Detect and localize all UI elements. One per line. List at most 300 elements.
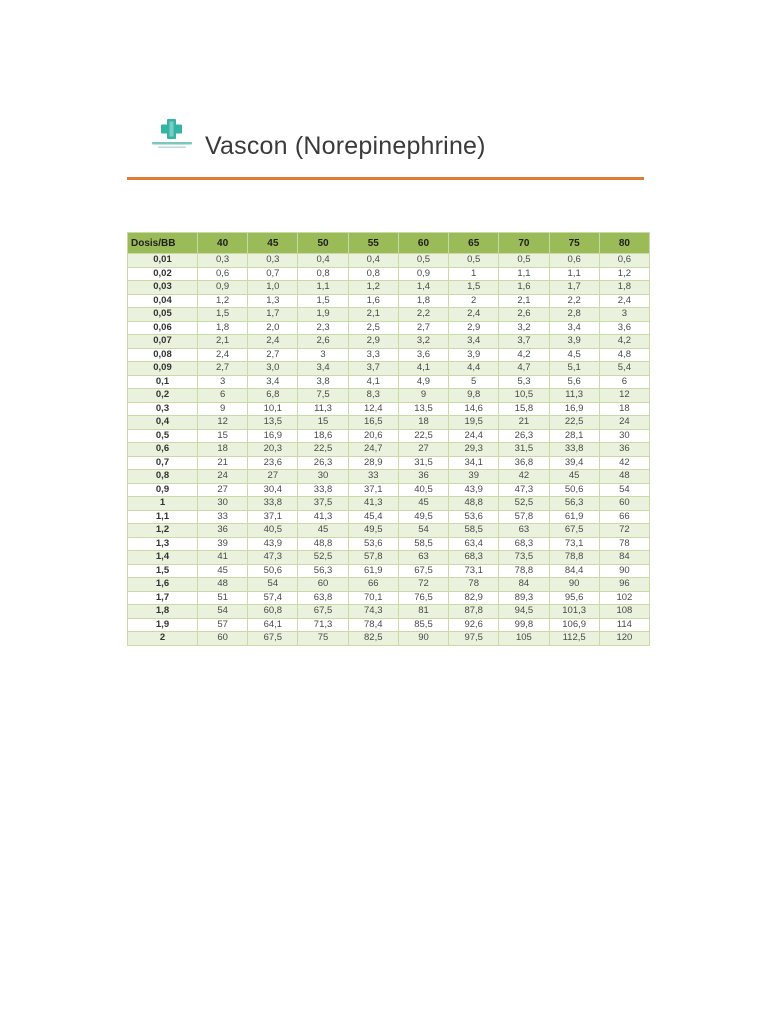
value-cell: 0,4 [348,254,398,268]
value-cell: 45 [549,470,599,484]
value-cell: 60 [599,497,649,511]
value-cell: 64,1 [248,618,298,632]
column-header-weight: 45 [248,233,298,254]
table-row [128,375,650,389]
value-cell: 0,3 [248,254,298,268]
value-cell: 3 [298,348,348,362]
value-cell: 7,5 [298,389,348,403]
value-cell: 53,6 [449,510,499,524]
value-cell: 43,9 [449,483,499,497]
value-cell: 97,5 [449,632,499,646]
table-row [128,578,650,592]
value-cell: 50,6 [248,564,298,578]
value-cell: 10,5 [499,389,549,403]
value-cell: 3,4 [449,335,499,349]
value-cell: 2,1 [348,308,398,322]
value-cell: 2 [449,294,499,308]
value-cell: 84,4 [549,564,599,578]
dosage-table [127,232,650,646]
table-row [128,510,650,524]
value-cell: 47,3 [248,551,298,565]
value-cell: 66 [599,510,649,524]
value-cell: 30,4 [248,483,298,497]
value-cell: 27 [198,483,248,497]
value-cell: 90 [398,632,448,646]
value-cell: 1,5 [298,294,348,308]
value-cell: 85,5 [398,618,448,632]
value-cell: 31,5 [398,456,448,470]
value-cell: 24 [198,470,248,484]
dose-cell: 0,8 [128,470,198,484]
value-cell: 6 [599,375,649,389]
value-cell: 16,9 [549,402,599,416]
table-row [128,605,650,619]
value-cell: 60,8 [248,605,298,619]
value-cell: 29,3 [449,443,499,457]
column-header-weight: 65 [449,233,499,254]
value-cell: 73,1 [449,564,499,578]
value-cell: 2,7 [198,362,248,376]
dose-cell: 0,02 [128,267,198,281]
value-cell: 42 [499,470,549,484]
dose-cell: 0,08 [128,348,198,362]
value-cell: 33,8 [248,497,298,511]
table-row [128,389,650,403]
dose-cell: 1,5 [128,564,198,578]
value-cell: 4,4 [449,362,499,376]
value-cell: 78 [599,537,649,551]
value-cell: 3,8 [298,375,348,389]
value-cell: 5,1 [549,362,599,376]
table-row [128,429,650,443]
value-cell: 1,4 [398,281,448,295]
value-cell: 4,9 [398,375,448,389]
value-cell: 47,3 [499,483,549,497]
value-cell: 67,5 [298,605,348,619]
value-cell: 34,1 [449,456,499,470]
value-cell: 15,8 [499,402,549,416]
value-cell: 57,8 [499,510,549,524]
table-row [128,618,650,632]
table-body [128,254,650,646]
value-cell: 27 [248,470,298,484]
value-cell: 30 [298,470,348,484]
value-cell: 3,9 [449,348,499,362]
value-cell: 66 [348,578,398,592]
value-cell: 106,9 [549,618,599,632]
value-cell: 5,6 [549,375,599,389]
value-cell: 71,3 [298,618,348,632]
value-cell: 2,4 [599,294,649,308]
value-cell: 0,8 [348,267,398,281]
value-cell: 21 [499,416,549,430]
value-cell: 22,5 [549,416,599,430]
value-cell: 20,3 [248,443,298,457]
table-row [128,632,650,646]
value-cell: 0,4 [298,254,348,268]
table-row [128,470,650,484]
value-cell: 63 [499,524,549,538]
value-cell: 67,5 [398,564,448,578]
value-cell: 43,9 [248,537,298,551]
value-cell: 1,8 [599,281,649,295]
value-cell: 48,8 [449,497,499,511]
value-cell: 37,1 [248,510,298,524]
value-cell: 0,6 [549,254,599,268]
value-cell: 53,6 [348,537,398,551]
value-cell: 90 [599,564,649,578]
value-cell: 54 [248,578,298,592]
value-cell: 20,6 [348,429,398,443]
table-row [128,497,650,511]
table-row [128,416,650,430]
value-cell: 82,9 [449,591,499,605]
value-cell: 12,4 [348,402,398,416]
value-cell: 4,2 [599,335,649,349]
value-cell: 75 [298,632,348,646]
value-cell: 24,7 [348,443,398,457]
value-cell: 42 [599,456,649,470]
dose-cell: 0,3 [128,402,198,416]
value-cell: 73,5 [499,551,549,565]
value-cell: 18 [599,402,649,416]
value-cell: 24 [599,416,649,430]
value-cell: 22,5 [398,429,448,443]
value-cell: 63,4 [449,537,499,551]
value-cell: 37,1 [348,483,398,497]
table-row [128,321,650,335]
value-cell: 4,5 [549,348,599,362]
value-cell: 2,0 [248,321,298,335]
column-header-weight: 40 [198,233,248,254]
dose-cell: 0,01 [128,254,198,268]
value-cell: 2,5 [348,321,398,335]
value-cell: 50,6 [549,483,599,497]
value-cell: 99,8 [499,618,549,632]
value-cell: 105 [499,632,549,646]
value-cell: 0,5 [499,254,549,268]
dose-cell: 0,05 [128,308,198,322]
value-cell: 30 [599,429,649,443]
value-cell: 26,3 [298,456,348,470]
value-cell: 45 [398,497,448,511]
value-cell: 0,6 [599,254,649,268]
value-cell: 28,1 [549,429,599,443]
value-cell: 2,2 [398,308,448,322]
dose-cell: 0,7 [128,456,198,470]
value-cell: 13,5 [248,416,298,430]
table-row [128,443,650,457]
value-cell: 61,9 [348,564,398,578]
value-cell: 3,4 [298,362,348,376]
table-row [128,335,650,349]
value-cell: 21 [198,456,248,470]
value-cell: 57,8 [348,551,398,565]
value-cell: 31,5 [499,443,549,457]
value-cell: 72 [398,578,448,592]
value-cell: 9 [398,389,448,403]
value-cell: 0,9 [198,281,248,295]
medical-cross-logo-icon [150,116,194,150]
value-cell: 1,0 [248,281,298,295]
value-cell: 45,4 [348,510,398,524]
dose-cell: 1,7 [128,591,198,605]
dose-cell: 1,4 [128,551,198,565]
value-cell: 1,2 [198,294,248,308]
table-row [128,362,650,376]
value-cell: 1,1 [499,267,549,281]
value-cell: 89,3 [499,591,549,605]
dose-cell: 1,2 [128,524,198,538]
value-cell: 73,1 [549,537,599,551]
value-cell: 1,7 [248,308,298,322]
document-title: Vascon (Norepinephrine) [205,132,486,160]
value-cell: 3,4 [549,321,599,335]
value-cell: 22,5 [298,443,348,457]
value-cell: 63 [398,551,448,565]
dose-cell: 0,2 [128,389,198,403]
value-cell: 87,8 [449,605,499,619]
table-row [128,348,650,362]
value-cell: 2,1 [499,294,549,308]
value-cell: 36 [198,524,248,538]
value-cell: 30 [198,497,248,511]
value-cell: 28,9 [348,456,398,470]
value-cell: 54 [198,605,248,619]
value-cell: 0,3 [198,254,248,268]
value-cell: 74,3 [348,605,398,619]
value-cell: 10,1 [248,402,298,416]
table-row [128,456,650,470]
value-cell: 2,9 [449,321,499,335]
value-cell: 61,9 [549,510,599,524]
value-cell: 1,2 [348,281,398,295]
value-cell: 78,8 [549,551,599,565]
value-cell: 2,1 [198,335,248,349]
value-cell: 39 [449,470,499,484]
value-cell: 2,6 [499,308,549,322]
dose-cell: 0,6 [128,443,198,457]
value-cell: 4,7 [499,362,549,376]
column-header-weight: 60 [398,233,448,254]
value-cell: 1,6 [348,294,398,308]
value-cell: 3,7 [499,335,549,349]
value-cell: 26,3 [499,429,549,443]
value-cell: 18 [398,416,448,430]
value-cell: 1,1 [549,267,599,281]
value-cell: 18 [198,443,248,457]
value-cell: 0,8 [298,267,348,281]
value-cell: 39,4 [549,456,599,470]
value-cell: 41,3 [348,497,398,511]
value-cell: 84 [499,578,549,592]
value-cell: 58,5 [398,537,448,551]
value-cell: 0,6 [198,267,248,281]
value-cell: 70,1 [348,591,398,605]
value-cell: 51 [198,591,248,605]
value-cell: 9 [198,402,248,416]
value-cell: 1,6 [499,281,549,295]
value-cell: 11,3 [298,402,348,416]
value-cell: 49,5 [398,510,448,524]
dose-cell: 2 [128,632,198,646]
table-row [128,267,650,281]
value-cell: 5 [449,375,499,389]
value-cell: 1,1 [298,281,348,295]
value-cell: 16,9 [248,429,298,443]
value-cell: 94,5 [499,605,549,619]
value-cell: 4,1 [348,375,398,389]
value-cell: 18,6 [298,429,348,443]
value-cell: 36,8 [499,456,549,470]
value-cell: 3,4 [248,375,298,389]
value-cell: 12 [198,416,248,430]
value-cell: 2,4 [449,308,499,322]
value-cell: 13,5 [398,402,448,416]
value-cell: 5,4 [599,362,649,376]
value-cell: 52,5 [298,551,348,565]
value-cell: 33 [348,470,398,484]
value-cell: 114 [599,618,649,632]
column-header-weight: 55 [348,233,398,254]
column-header-dose: Dosis/BB [128,233,198,254]
value-cell: 68,3 [499,537,549,551]
value-cell: 3,6 [398,348,448,362]
dose-cell: 0,09 [128,362,198,376]
dose-cell: 0,06 [128,321,198,335]
dose-cell: 1,8 [128,605,198,619]
dose-cell: 0,5 [128,429,198,443]
value-cell: 1,8 [198,321,248,335]
value-cell: 67,5 [549,524,599,538]
value-cell: 108 [599,605,649,619]
value-cell: 101,3 [549,605,599,619]
value-cell: 14,6 [449,402,499,416]
value-cell: 1,8 [398,294,448,308]
value-cell: 78 [449,578,499,592]
table-row [128,524,650,538]
table-row [128,254,650,268]
dose-cell: 1 [128,497,198,511]
value-cell: 3,7 [348,362,398,376]
value-cell: 3,9 [549,335,599,349]
value-cell: 6,8 [248,389,298,403]
value-cell: 3,3 [348,348,398,362]
value-cell: 92,6 [449,618,499,632]
value-cell: 84 [599,551,649,565]
dose-cell: 1,9 [128,618,198,632]
value-cell: 63,8 [298,591,348,605]
value-cell: 33,8 [549,443,599,457]
value-cell: 40,5 [248,524,298,538]
table-header-row [128,233,650,254]
value-cell: 41,3 [298,510,348,524]
value-cell: 72 [599,524,649,538]
table-row [128,564,650,578]
value-cell: 45 [198,564,248,578]
title-divider [127,177,644,180]
value-cell: 54 [599,483,649,497]
table-row [128,402,650,416]
value-cell: 11,3 [549,389,599,403]
value-cell: 41 [198,551,248,565]
value-cell: 36 [398,470,448,484]
value-cell: 57 [198,618,248,632]
value-cell: 48,8 [298,537,348,551]
value-cell: 24,4 [449,429,499,443]
value-cell: 37,5 [298,497,348,511]
value-cell: 1,9 [298,308,348,322]
value-cell: 19,5 [449,416,499,430]
value-cell: 36 [599,443,649,457]
table-row [128,483,650,497]
table-row [128,591,650,605]
value-cell: 57,4 [248,591,298,605]
value-cell: 78,8 [499,564,549,578]
value-cell: 0,5 [449,254,499,268]
value-cell: 0,9 [398,267,448,281]
dose-cell: 1,6 [128,578,198,592]
value-cell: 1,2 [599,267,649,281]
value-cell: 2,8 [549,308,599,322]
value-cell: 76,5 [398,591,448,605]
value-cell: 27 [398,443,448,457]
value-cell: 33 [198,510,248,524]
value-cell: 12 [599,389,649,403]
value-cell: 90 [549,578,599,592]
value-cell: 49,5 [348,524,398,538]
value-cell: 0,7 [248,267,298,281]
value-cell: 40,5 [398,483,448,497]
value-cell: 112,5 [549,632,599,646]
value-cell: 4,1 [398,362,448,376]
value-cell: 82,5 [348,632,398,646]
dose-cell: 0,04 [128,294,198,308]
value-cell: 2,3 [298,321,348,335]
value-cell: 39 [198,537,248,551]
value-cell: 56,3 [549,497,599,511]
value-cell: 78,4 [348,618,398,632]
value-cell: 67,5 [248,632,298,646]
value-cell: 54 [398,524,448,538]
value-cell: 0,5 [398,254,448,268]
value-cell: 2,6 [298,335,348,349]
value-cell: 4,8 [599,348,649,362]
value-cell: 2,9 [348,335,398,349]
table-row [128,537,650,551]
column-header-weight: 50 [298,233,348,254]
table-row [128,281,650,295]
value-cell: 15 [198,429,248,443]
value-cell: 120 [599,632,649,646]
dosage-table-container [127,232,650,646]
dose-cell: 1,3 [128,537,198,551]
value-cell: 3 [198,375,248,389]
table-row [128,308,650,322]
value-cell: 1,5 [198,308,248,322]
value-cell: 6 [198,389,248,403]
value-cell: 5,3 [499,375,549,389]
value-cell: 96 [599,578,649,592]
value-cell: 102 [599,591,649,605]
value-cell: 3 [599,308,649,322]
dose-cell: 0,4 [128,416,198,430]
column-header-weight: 80 [599,233,649,254]
value-cell: 2,4 [198,348,248,362]
value-cell: 60 [298,578,348,592]
dose-cell: 0,07 [128,335,198,349]
value-cell: 95,6 [549,591,599,605]
